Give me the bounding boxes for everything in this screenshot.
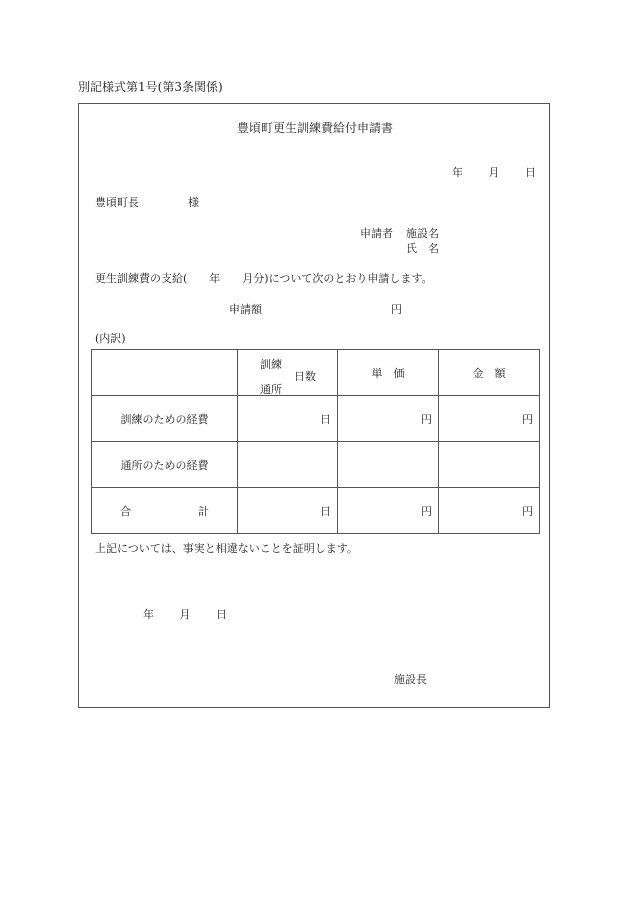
cell-unit-price-total[interactable]: 円: [338, 488, 439, 534]
row-label-total: [92, 488, 238, 534]
date-month-label: 月: [488, 166, 500, 179]
applicant-name-label: 氏 名: [406, 242, 439, 255]
addressee-name: 豊頃町長: [95, 196, 139, 209]
row-label-commute: 通所のための経費: [92, 442, 238, 488]
form-number: 別記様式第1号(第3条関係): [78, 80, 223, 94]
cell-unit-price-training[interactable]: 円: [338, 396, 439, 442]
header-commute-label: 通所: [260, 383, 282, 396]
row-label-training: 訓練のための経費: [92, 396, 238, 442]
total-label-right: 計: [198, 504, 209, 518]
cell-unit-price-commute[interactable]: [338, 442, 439, 488]
header-days-cell: [238, 350, 338, 396]
cert-month-label: 月: [179, 608, 191, 621]
header-days-label: 日数: [294, 370, 316, 383]
date-year-label: 年: [452, 166, 463, 179]
breakdown-table: [91, 349, 540, 534]
total-label-left: 合: [120, 504, 131, 518]
applicant-label: 申請者: [360, 227, 393, 240]
page-title: 豊頃町更生訓練費給付申請書: [237, 121, 394, 135]
amount-label: 申請額: [229, 303, 262, 316]
certification-text: 上記については、事実と相違ないことを証明します。: [95, 542, 358, 555]
header-unit-price: 単 価: [338, 350, 439, 396]
header-training-label: 訓練: [260, 358, 282, 371]
cell-days-training[interactable]: 日: [238, 396, 338, 442]
facility-name-label: 施設名: [406, 227, 439, 240]
cell-amount-total[interactable]: 円: [439, 488, 540, 534]
cell-days-total[interactable]: 日: [238, 488, 338, 534]
date-day-label: 日: [525, 166, 536, 179]
breakdown-label: (内訳): [95, 332, 126, 345]
table-row: [92, 442, 540, 488]
submission-date: [452, 167, 536, 178]
header-blank-cell: [92, 350, 238, 396]
cert-day-label: 日: [216, 608, 227, 621]
table-row: [92, 488, 540, 534]
request-text: 更生訓練費の支給( 年 月分)について次のとおり申請します。: [95, 272, 433, 285]
facility-head-label: 施設長: [394, 673, 427, 686]
cert-year-label: 年: [143, 608, 154, 621]
amount-unit: 円: [391, 303, 402, 316]
cell-amount-commute[interactable]: [439, 442, 540, 488]
certification-date: [143, 609, 227, 620]
table-row: [92, 396, 540, 442]
header-amount: 金 額: [439, 350, 540, 396]
addressee-honorific: 様: [188, 196, 199, 209]
cell-amount-training[interactable]: 円: [439, 396, 540, 442]
table-header-row: [92, 350, 540, 396]
cell-days-commute[interactable]: [238, 442, 338, 488]
